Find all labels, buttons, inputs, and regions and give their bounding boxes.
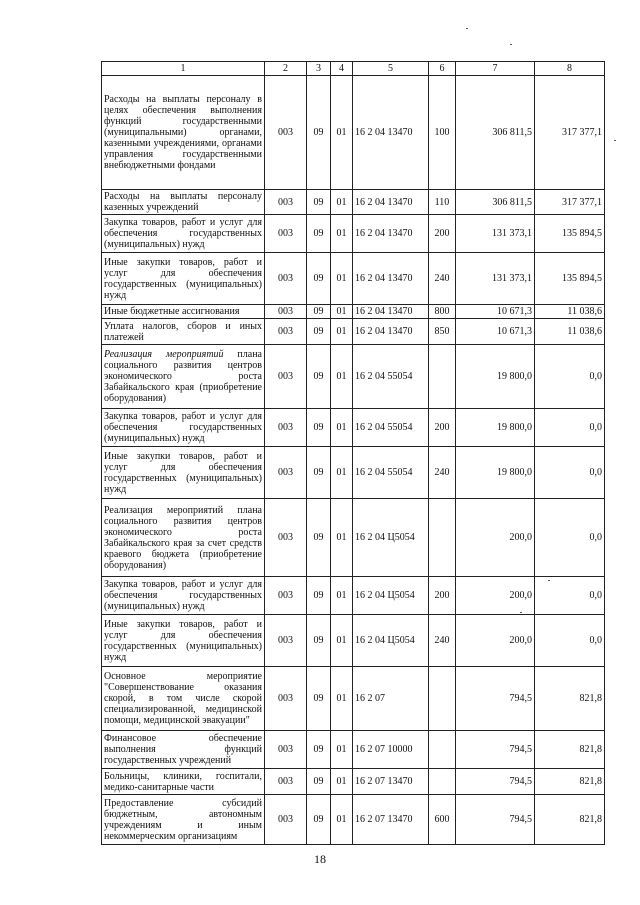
amount-year-2: 821,8 <box>535 731 605 769</box>
expense-type-code: 240 <box>429 447 456 499</box>
scan-speck <box>548 580 550 581</box>
table-row <box>102 215 605 253</box>
target-article-code: 16 2 04 13470 <box>353 190 429 215</box>
expense-type-code: 110 <box>429 190 456 215</box>
column-header-1: 1 <box>102 62 265 76</box>
subsection-code: 01 <box>331 499 353 577</box>
admin-code: 003 <box>265 499 307 577</box>
amount-year-1: 131 373,1 <box>456 215 535 253</box>
section-code: 09 <box>307 731 331 769</box>
section-code: 09 <box>307 447 331 499</box>
section-code: 09 <box>307 499 331 577</box>
section-code: 09 <box>307 795 331 845</box>
target-article-code: 16 2 07 13470 <box>353 769 429 795</box>
table-row <box>102 76 605 190</box>
amount-year-2: 0,0 <box>535 499 605 577</box>
table-row <box>102 667 605 731</box>
admin-code: 003 <box>265 769 307 795</box>
expense-type-code <box>429 769 456 795</box>
amount-year-2: 11 038,6 <box>535 319 605 345</box>
row-name-rest: плана социального развития центров экономического роста Забайкальского края (приобретение оборудования) <box>104 349 262 404</box>
row-name: Иные закупки товаров, работ и услуг для обеспечения государственных (муниципальных) нужд <box>102 447 265 499</box>
amount-year-2: 0,0 <box>535 615 605 667</box>
table-row <box>102 319 605 345</box>
section-code: 09 <box>307 577 331 615</box>
scan-speck <box>510 44 512 45</box>
row-name: Больницы, клиники, госпитали, медико-санитарные части <box>102 769 265 795</box>
subsection-code: 01 <box>331 409 353 447</box>
target-article-code: 16 2 04 Ц5054 <box>353 577 429 615</box>
amount-year-2: 135 894,5 <box>535 215 605 253</box>
column-header-7: 7 <box>456 62 535 76</box>
row-name: Закупка товаров, работ и услуг для обеспечения государственных (муниципальных) нужд <box>102 577 265 615</box>
row-name: Закупка товаров, работ и услуг для обеспечения государственных (муниципальных) нужд <box>102 215 265 253</box>
target-article-code: 16 2 04 13470 <box>353 76 429 190</box>
admin-code: 003 <box>265 190 307 215</box>
expense-type-code: 240 <box>429 253 456 305</box>
amount-year-1: 19 800,0 <box>456 409 535 447</box>
amount-year-1: 306 811,5 <box>456 190 535 215</box>
scan-speck <box>614 140 616 141</box>
admin-code: 003 <box>265 319 307 345</box>
amount-year-2: 0,0 <box>535 447 605 499</box>
scan-speck <box>520 612 522 613</box>
subsection-code: 01 <box>331 305 353 319</box>
table-row <box>102 305 605 319</box>
subsection-code: 01 <box>331 795 353 845</box>
row-name: Иные закупки товаров, работ и услуг для обеспечения государственных (муниципальных) нужд <box>102 253 265 305</box>
admin-code: 003 <box>265 731 307 769</box>
subsection-code: 01 <box>331 76 353 190</box>
row-name: Предоставление субсидий бюджетным, автономным учреждениям и иным некоммерческим организациям <box>102 795 265 845</box>
amount-year-1: 794,5 <box>456 769 535 795</box>
row-name <box>102 345 265 409</box>
section-code: 09 <box>307 76 331 190</box>
table-row <box>102 447 605 499</box>
subsection-code: 01 <box>331 577 353 615</box>
expense-type-code: 200 <box>429 577 456 615</box>
expense-type-code: 600 <box>429 795 456 845</box>
expense-type-code: 200 <box>429 215 456 253</box>
amount-year-1: 794,5 <box>456 667 535 731</box>
admin-code: 003 <box>265 305 307 319</box>
section-code: 09 <box>307 615 331 667</box>
target-article-code: 16 2 04 13470 <box>353 215 429 253</box>
table-row <box>102 253 605 305</box>
subsection-code: 01 <box>331 731 353 769</box>
table-row <box>102 731 605 769</box>
section-code: 09 <box>307 667 331 731</box>
expense-type-code: 800 <box>429 305 456 319</box>
amount-year-1: 794,5 <box>456 731 535 769</box>
table-row <box>102 190 605 215</box>
row-name: Реализация мероприятий плана социального развития центров экономического роста Забайкальского края за счет средств краевого бюджета (приобретение оборудования) <box>102 499 265 577</box>
section-code: 09 <box>307 409 331 447</box>
row-name: Уплата налогов, сборов и иных платежей <box>102 319 265 345</box>
amount-year-1: 19 800,0 <box>456 447 535 499</box>
target-article-code: 16 2 07 <box>353 667 429 731</box>
amount-year-1: 19 800,0 <box>456 345 535 409</box>
admin-code: 003 <box>265 615 307 667</box>
amount-year-1: 794,5 <box>456 795 535 845</box>
expense-type-code <box>429 667 456 731</box>
subsection-code: 01 <box>331 215 353 253</box>
subsection-code: 01 <box>331 319 353 345</box>
page-number: 18 <box>314 852 326 866</box>
amount-year-2: 0,0 <box>535 345 605 409</box>
section-code: 09 <box>307 305 331 319</box>
expense-type-code: 850 <box>429 319 456 345</box>
row-name: Основное мероприятие "Совершенствование оказания скорой, в том числе скорой специализированной, медицинской помощи, медицинской эвакуации" <box>102 667 265 731</box>
section-code: 09 <box>307 190 331 215</box>
expense-type-code <box>429 345 456 409</box>
column-header-2: 2 <box>265 62 307 76</box>
section-code: 09 <box>307 253 331 305</box>
target-article-code: 16 2 07 10000 <box>353 731 429 769</box>
table-row <box>102 577 605 615</box>
target-article-code: 16 2 04 55054 <box>353 447 429 499</box>
amount-year-2: 821,8 <box>535 667 605 731</box>
row-name: Финансовое обеспечение выполнения функций государственных учреждений <box>102 731 265 769</box>
admin-code: 003 <box>265 447 307 499</box>
admin-code: 003 <box>265 345 307 409</box>
row-name: Закупка товаров, работ и услуг для обеспечения государственных (муниципальных) нужд <box>102 409 265 447</box>
target-article-code: 16 2 04 Ц5054 <box>353 499 429 577</box>
subsection-code: 01 <box>331 447 353 499</box>
amount-year-1: 200,0 <box>456 499 535 577</box>
amount-year-2: 135 894,5 <box>535 253 605 305</box>
expense-type-code <box>429 731 456 769</box>
expense-type-code: 200 <box>429 409 456 447</box>
amount-year-2: 317 377,1 <box>535 76 605 190</box>
amount-year-2: 0,0 <box>535 409 605 447</box>
column-header-6: 6 <box>429 62 456 76</box>
admin-code: 003 <box>265 253 307 305</box>
target-article-code: 16 2 04 13470 <box>353 319 429 345</box>
target-article-code: 16 2 04 55054 <box>353 345 429 409</box>
row-name: Иные закупки товаров, работ и услуг для обеспечения государственных (муниципальных) нужд <box>102 615 265 667</box>
column-header-4: 4 <box>331 62 353 76</box>
column-header-5: 5 <box>353 62 429 76</box>
amount-year-2: 0,0 <box>535 577 605 615</box>
table-row <box>102 769 605 795</box>
admin-code: 003 <box>265 795 307 845</box>
row-name: Расходы на выплаты персоналу казенных учреждений <box>102 190 265 215</box>
scan-speck <box>466 28 468 29</box>
amount-year-1: 131 373,1 <box>456 253 535 305</box>
amount-year-2: 317 377,1 <box>535 190 605 215</box>
amount-year-2: 11 038,6 <box>535 305 605 319</box>
section-code: 09 <box>307 769 331 795</box>
expense-type-code: 240 <box>429 615 456 667</box>
admin-code: 003 <box>265 409 307 447</box>
table-row <box>102 795 605 845</box>
row-name: Иные бюджетные ассигнования <box>102 305 265 319</box>
budget-table <box>101 61 605 845</box>
target-article-code: 16 2 04 55054 <box>353 409 429 447</box>
amount-year-2: 821,8 <box>535 795 605 845</box>
row-name: Расходы на выплаты персоналу в целях обеспечения выполнения функций государственными (муниципальными) органами, казенными учреждениями, органами управления государственными внебюджетными фондами <box>102 76 265 190</box>
section-code: 09 <box>307 319 331 345</box>
amount-year-1: 10 671,3 <box>456 305 535 319</box>
subsection-code: 01 <box>331 769 353 795</box>
admin-code: 003 <box>265 215 307 253</box>
expense-type-code <box>429 499 456 577</box>
table-row <box>102 409 605 447</box>
subsection-code: 01 <box>331 253 353 305</box>
subsection-code: 01 <box>331 667 353 731</box>
table-row <box>102 345 605 409</box>
admin-code: 003 <box>265 577 307 615</box>
amount-year-2: 821,8 <box>535 769 605 795</box>
subsection-code: 01 <box>331 345 353 409</box>
target-article-code: 16 2 04 Ц5054 <box>353 615 429 667</box>
table-row <box>102 615 605 667</box>
section-code: 09 <box>307 345 331 409</box>
table-header-row <box>102 62 605 76</box>
amount-year-1: 200,0 <box>456 615 535 667</box>
target-article-code: 16 2 04 13470 <box>353 253 429 305</box>
subsection-code: 01 <box>331 615 353 667</box>
column-header-8: 8 <box>535 62 605 76</box>
target-article-code: 16 2 07 13470 <box>353 795 429 845</box>
section-code: 09 <box>307 215 331 253</box>
amount-year-1: 306 811,5 <box>456 76 535 190</box>
subsection-code: 01 <box>331 190 353 215</box>
admin-code: 003 <box>265 667 307 731</box>
target-article-code: 16 2 04 13470 <box>353 305 429 319</box>
expense-type-code: 100 <box>429 76 456 190</box>
column-header-3: 3 <box>307 62 331 76</box>
table-row <box>102 499 605 577</box>
amount-year-1: 10 671,3 <box>456 319 535 345</box>
row-name-italic: Реализация мероприятий <box>104 349 224 360</box>
amount-year-1: 200,0 <box>456 577 535 615</box>
admin-code: 003 <box>265 76 307 190</box>
